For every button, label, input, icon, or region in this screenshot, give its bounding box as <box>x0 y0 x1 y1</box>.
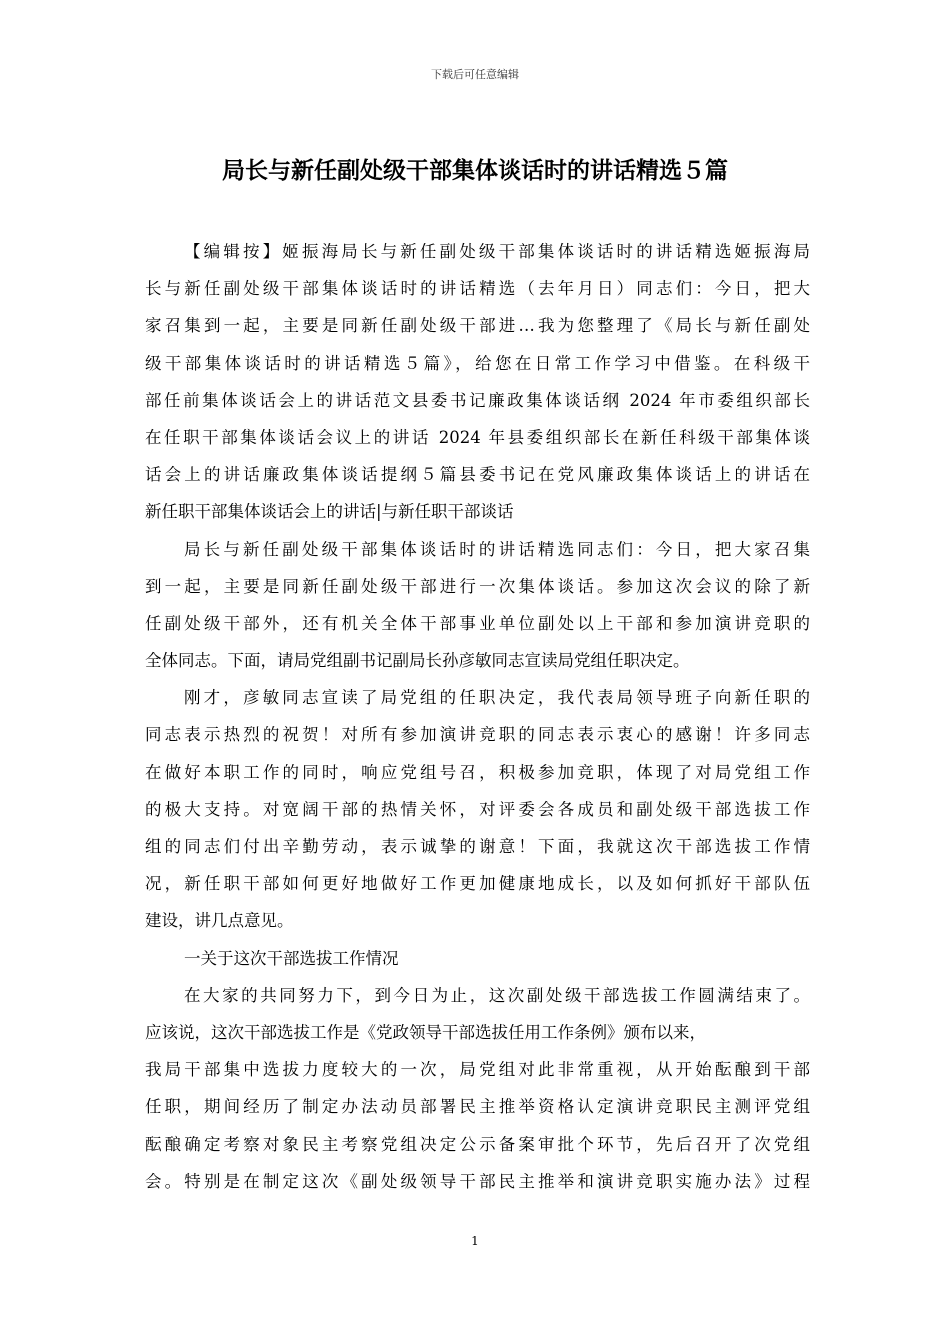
body-text-line: 在任职干部集体谈话会议上的讲话 2024 年县委组织部长在新任科级干部集体谈 <box>145 427 810 447</box>
body-text-line: 到一起，主要是同新任副处级干部进行一次集体谈话。参加这次会议的除了新 <box>145 576 810 596</box>
body-text-line: 酝酿确定考察对象民主考察党组决定公示备案审批个环节，先后召开了次党组 <box>145 1134 810 1154</box>
body-text-line: 局长与新任副处级干部集体谈话时的讲话精选同志们：今日，把大家召集 <box>184 539 810 559</box>
body-text-line: 在做好本职工作的同时，响应党组号召，积极参加竞职，体现了对局党组工作 <box>145 762 810 782</box>
document-title: 局长与新任副处级干部集体谈话时的讲话精选５篇 <box>222 158 728 184</box>
body-text-line: 的极大支持。对宽阔干部的热情关怀，对评委会各成员和副处级干部选拔工作 <box>145 799 810 819</box>
page-number: 1 <box>471 1234 479 1248</box>
body-text-line: 建设，讲几点意见。 <box>145 911 294 931</box>
body-text-line: 级干部集体谈话时的讲话精选５篇》，给您在日常工作学习中借鉴。在科级干 <box>145 353 810 373</box>
body-text-line: 况，新任职干部如何更好地做好工作更加健康地成长，以及如何抓好干部队伍 <box>145 874 810 894</box>
body-text-line: 长与新任副处级干部集体谈话时的讲话精选（去年月日）同志们：今日，把大 <box>145 279 810 299</box>
body-text-line: 任副处级干部外，还有机关全体干部事业单位副处以上干部和参加演讲竞职的 <box>145 613 810 633</box>
body-text-line: 任职，期间经历了制定办法动员部署民主推举资格认定演讲竞职民主测评党组 <box>145 1097 810 1117</box>
body-text-line: 同志表示热烈的祝贺！对所有参加演讲竞职的同志表示衷心的感谢！许多同志 <box>145 725 810 745</box>
body-text-line: 刚才，彦敏同志宣读了局党组的任职决定，我代表局领导班子向新任职的 <box>184 688 810 708</box>
body-text-line: 会。特别是在制定这次《副处级领导干部民主推举和演讲竞职实施办法》过程 <box>145 1171 810 1191</box>
body-text-line: 【编辑按】姬振海局长与新任副处级干部集体谈话时的讲话精选姬振海局 <box>184 242 810 261</box>
document-body <box>145 233 810 1200</box>
body-text-line: 新任职干部集体谈话会上的讲话|与新任职干部谈话 <box>145 502 514 522</box>
body-text-line: 一关于这次干部选拔工作情况 <box>184 948 399 968</box>
body-text-line: 部任前集体谈话会上的讲话范文县委书记廉政集体谈话纲 2024 年市委组织部长 <box>145 390 810 410</box>
body-text-line: 我局干部集中选拔力度较大的一次，局党组对此非常重视，从开始酝酿到干部 <box>145 1060 810 1080</box>
body-text-line: 组的同志们付出辛勤劳动，表示诚挚的谢意！下面，我就这次干部选拔工作情 <box>145 837 810 856</box>
body-text-line: 全体同志。下面，请局党组副书记副局长孙彦敏同志宣读局党组任职决定。 <box>145 651 690 671</box>
body-text-line: 在大家的共同努力下，到今日为止，这次副处级干部选拔工作圆满结束了。 <box>184 985 810 1005</box>
page-header-note: 下载后可任意编辑 <box>431 68 519 81</box>
body-text-line: 话会上的讲话廉政集体谈话提纲５篇县委书记在党风廉政集体谈话上的讲话在 <box>145 465 810 485</box>
body-text-line: 家召集到一起，主要是同新任副处级干部进…我为您整理了《局长与新任副处 <box>145 316 810 336</box>
body-text-line: 应该说，这次干部选拔工作是《党政领导干部选拔任用工作条例》颁布以来， <box>145 1022 706 1042</box>
